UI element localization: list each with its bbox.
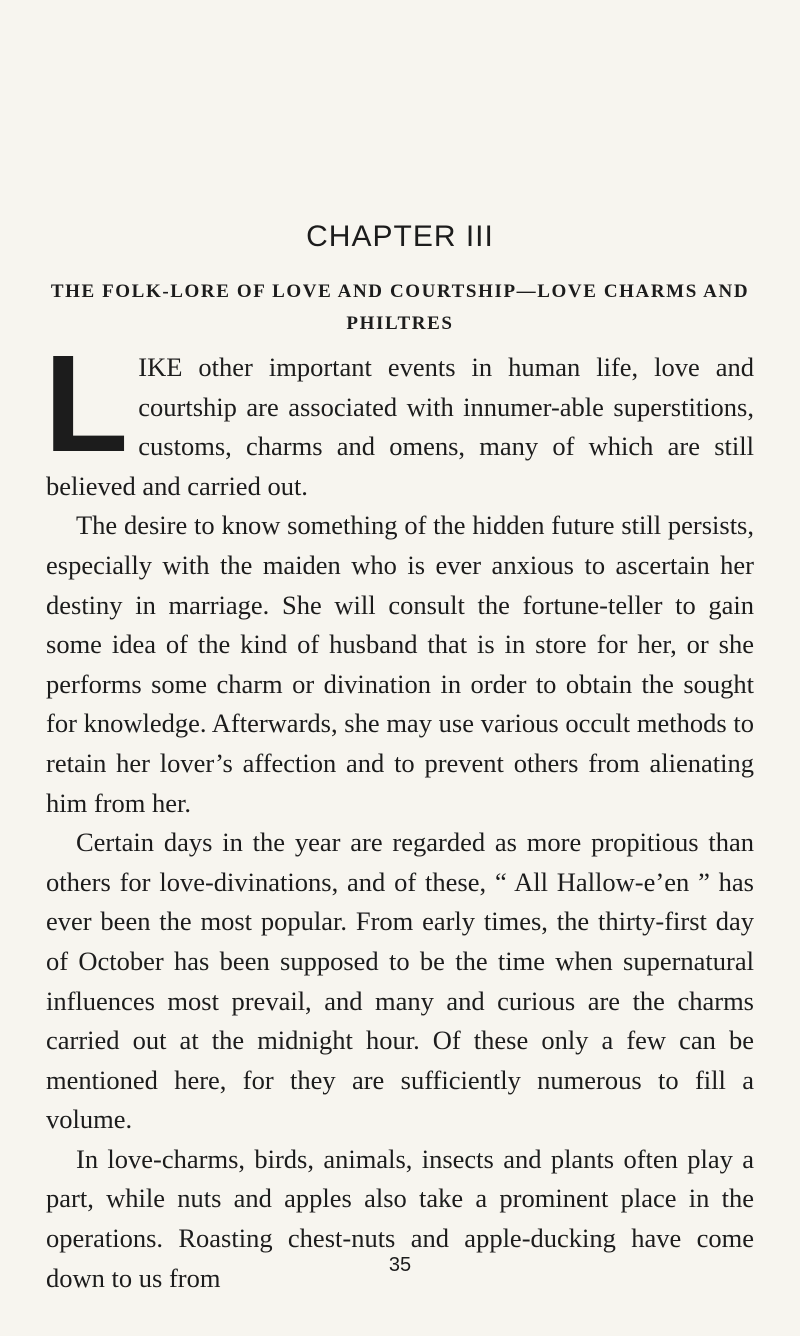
paragraph-4: In love-charms, birds, animals, insects and plants often play a part, while nuts and apples also take a prominent place in the operations. Roasting chest-nuts and apple-ducking have come down to us from [46,1143,754,1293]
chapter-title: CHAPTER III [306,220,494,253]
paragraph-1 [44,327,754,506]
drop-cap: L [44,327,129,481]
paragraph-2: The desire to know something of the hidden future still persists, especially with the maiden who is ever anxious to ascertain her destiny in marriage. She will consult the fortune-teller to gain some idea of the kind of husband that is in store for her, or she performs some charm or divination in order to obtain the sought for knowledge. Afterwards, she may use various occult methods to retain her lover’s affection and to prevent others from alienating him from her. [46,510,754,818]
body-text [44,327,754,1298]
paragraph-1-text: IKE other important events in human life, love and courtship are associated with innumer-able superstitions, customs, charms and omens, many of which are still believed and carried out. [46,352,754,501]
page-number: 35 [388,1254,412,1276]
paragraph-3: Certain days in the year are regarded as more propitious than others for love-divinations, and of these, “ All Hallow-e’en ” has ever been the most popular. From early times, the thirty-first day of October has been supposed to be the time when supernatural influences most prevail, and many and curious are the charms carried out at the midnight hour. Of these only a few can be mentioned here, for they are sufficiently numerous to fill a volume. [46,827,754,1135]
chapter-subtitle: THE FOLK-LORE OF LOVE AND COURTSHIP—LOVE CHARMS AND PHILTRES [50,281,750,334]
